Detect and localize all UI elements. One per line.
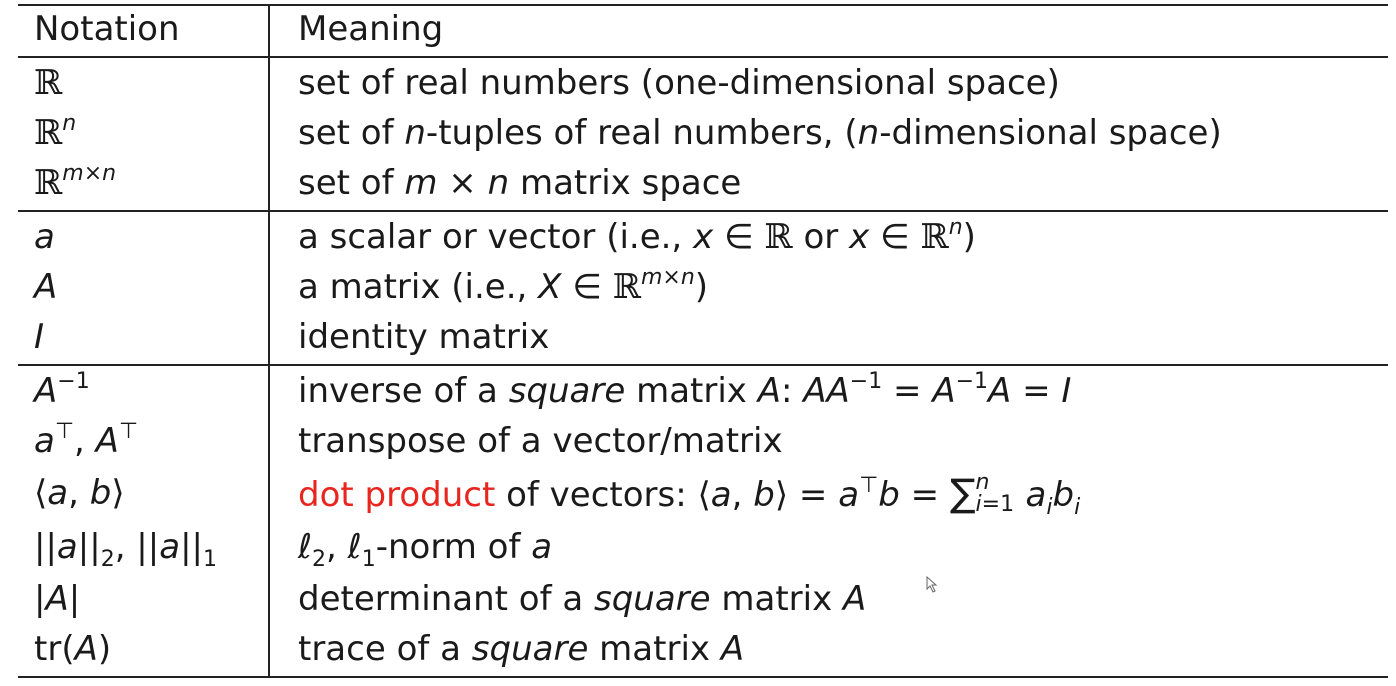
meaning-dot: dot product of vectors: ⟨a, b⟩ = a⊤b = ∑ n i=1 $a_ib_i$ [298,470,1081,520]
meaning-trace: trace of a square matrix A [298,629,745,669]
notation-dot: ⟨a, b⟩ [34,473,125,513]
table-header [0,4,1396,54]
table-row [0,212,1396,262]
table-row [0,624,1396,674]
notation-trace: tr(A) [34,629,112,669]
meaning-reals: set of real numbers (one-dimensional space) [298,63,1060,103]
notation-reals-mn: ℝ$^{m\times n}$ [34,161,117,203]
meaning-inverse: inverse of a square matrix A: $AA^{-1} = A^{-1}A = I$ [298,369,1072,411]
sum-limits: n i=1 [975,470,1015,517]
meaning-vector: a scalar or vector (i.e., x ∈ ℝ or x ∈ ℝ$^n$) [298,215,976,257]
meaning-matrix: a matrix (i.e., X ∈ ℝ$^{m\times n}$) [298,265,709,307]
notation-identity: I [34,317,45,357]
meaning-reals-mn: set of m × n matrix space [298,163,742,203]
notation-matrix: A [34,267,58,307]
notation-inverse: $A^{-1}$ [34,369,90,411]
table-row [0,468,1396,518]
table-row [0,262,1396,312]
meaning-transpose: transpose of a vector/matrix [298,421,783,461]
table-row [0,366,1396,416]
notation-vector: a [34,217,55,257]
notation-reals-n: ℝ$^n$ [34,111,77,153]
table-row [0,312,1396,362]
table-row [0,108,1396,158]
table-row [0,158,1396,208]
dot-product-highlight: dot product [298,475,496,515]
header-notation: Notation [34,9,180,49]
table-bottom-rule [18,676,1388,678]
notation-transpose: a⊤, A⊤ [34,419,139,461]
mouse-pointer-icon [926,576,940,594]
notation-norm: $||a||_2$, $||a||_1$ [34,527,217,572]
meaning-determinant: determinant of a square matrix A [298,579,867,619]
header-meaning: Meaning [298,9,444,49]
notation-reals: ℝ [34,63,63,103]
meaning-identity: identity matrix [298,317,550,357]
meaning-reals-n: set of n-tuples of real numbers, (n-dimensional space) [298,113,1222,153]
table-row [0,522,1396,572]
table-row [0,58,1396,108]
meaning-norm: ℓ$_2$, ℓ$_1$-norm of a [298,527,553,572]
table-row [0,416,1396,466]
table-row [0,574,1396,624]
notation-determinant: |A| [34,579,81,619]
